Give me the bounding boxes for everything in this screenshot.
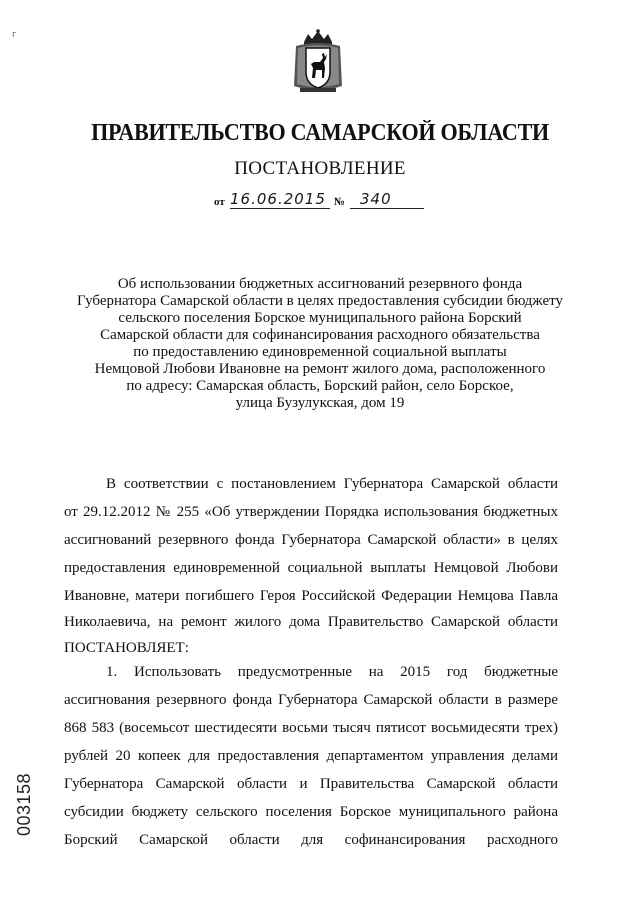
- body-line: В соответствии с постановлением Губернатора Самарской области: [106, 476, 558, 492]
- margin-stamp-number: 003158: [14, 772, 34, 836]
- body-line: субсидии бюджету сельского поселения Борское муниципального района: [64, 804, 558, 820]
- number-underline: [350, 208, 424, 209]
- subject-line: Об использовании бюджетных ассигнований резервного фонда: [117, 276, 523, 292]
- body-line: предоставления единовременной социальной выплаты Немцовой Любови: [64, 560, 558, 576]
- subject-line: по предоставлению единовременной социальной выплаты: [133, 344, 507, 360]
- body-line: Губернатора Самарской области и Правительства Самарской области: [64, 776, 558, 792]
- number-handwritten: 340: [360, 190, 392, 208]
- body-line: рублей 20 копеек для предоставления департаментом управления делами: [64, 748, 558, 764]
- date-underline: [230, 208, 330, 209]
- organization-title: ПРАВИТЕЛЬСТВО САМАРСКОЙ ОБЛАСТИ: [91, 120, 549, 146]
- body-line: от 29.12.2012 № 255 «Об утверждении Порядка использования бюджетных: [64, 504, 558, 520]
- body-line: ассигнования резервного фонда Губернатора Самарской области в размере: [64, 692, 558, 708]
- subject-line: улица Бузулукская, дом 19: [235, 395, 405, 411]
- subject-line: Самарской области для софинансирования расходного обязательства: [100, 327, 540, 343]
- number-prefix: №: [334, 196, 346, 208]
- document-subject: [60, 276, 580, 412]
- margin-stamp: [14, 766, 40, 836]
- corner-mark: г: [12, 30, 17, 40]
- subject-line: по адресу: Самарская область, Борский район, село Борское,: [126, 378, 514, 394]
- document-type: ПОСТАНОВЛЕНИЕ: [234, 158, 406, 179]
- date-handwritten: 16.06.2015: [230, 190, 326, 208]
- body-line: ассигнований резервного фонда Губернатора Самарской области» в целях: [64, 532, 558, 548]
- body-line: 1. Использовать предусмотренные на 2015 год бюджетные: [106, 664, 558, 680]
- date-prefix: от: [214, 196, 225, 208]
- coat-of-arms-icon: [290, 28, 346, 96]
- body-line: Ивановне, матери погибшего Героя Российской Федерации Немцова Павла: [64, 588, 558, 604]
- date-number-line: [214, 188, 434, 214]
- body-line: Борский Самарской области для софинансирования расходного: [64, 832, 558, 848]
- subject-line: Немцовой Любови Ивановне на ремонт жилого дома, расположенного: [94, 361, 546, 377]
- subject-line: сельского поселения Борское муниципального района Борский: [118, 310, 522, 326]
- body-line: ПОСТАНОВЛЯЕТ:: [64, 640, 189, 656]
- body-line: 868 583 (восемьсот шестидесяти восьми тысяч пятисот восьмидесяти трех): [64, 720, 558, 736]
- body-line: Николаевича, на ремонт жилого дома Правительство Самарской области: [64, 614, 558, 630]
- subject-line: Губернатора Самарской области в целях предоставления субсидии бюджету: [77, 293, 563, 309]
